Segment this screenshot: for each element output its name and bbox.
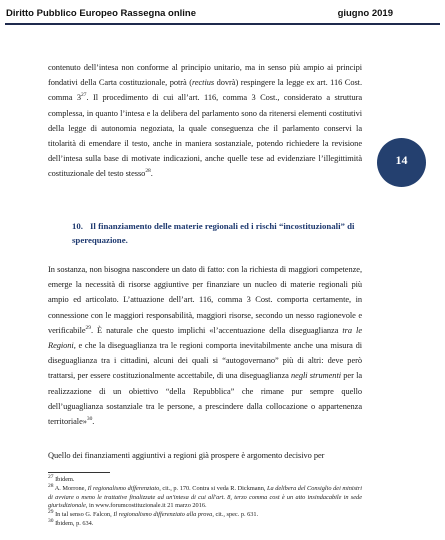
- footnote-number: 27: [48, 473, 54, 480]
- paragraph-2-text: per la realizzazione di un obiettivo “della Repubblica” che rimane pur sempre quello dell’uguaglianza sostanziale tra le persone, a prescindere dalla collocazione o appartenenza territoriale»: [48, 371, 363, 427]
- paragraph-1-text: . Il procedimento di cui all’art. 116, comma 3 Cost., considerato a struttura complessa, in quanto l’intesa e la delibera del parlamento sono da ritenersi elementi costitutivi della legge di autonomia negoziata, la quale conseguenza che il parlamento conservi la titolarità di emendare il testo, anche in maniera sostanziale, potendo richiedere la revisione dell’intesa sulla base di motivate indicazioni, anche quelle tese ad evidenziare l’illegittimità costituzionale del testo stesso: [48, 93, 362, 179]
- footnote-number: 29: [48, 509, 54, 516]
- footnote-separator: [48, 472, 110, 473]
- paragraph-3: [48, 448, 362, 463]
- paragraph-1-text: contenuto dell’intesa non conforme al principio unitario, ma in senso più ampio ai principi fondativi della Carta costituzionale, potrà (: [48, 63, 362, 88]
- paragraph-2-text: , e che la diseguaglianza tra le regioni comporta inevitabilmente anche una misura di diseguaglianza tra i cittadini, alcuni dei quali si “autogovernano” più di altri: deve però trattarsi, per essere costituzionalmente accettabile, di una diseguaglianza: [48, 341, 362, 381]
- footnote-number: 28: [48, 483, 54, 490]
- footnote-text: Ibidem, p. 634.: [55, 520, 94, 528]
- footnote-ref-29[interactable]: 29: [85, 325, 91, 332]
- footnote-ref-30[interactable]: 30: [86, 416, 93, 423]
- paragraph-2-text: .: [92, 417, 95, 427]
- footnote-text: , in www.forumcostituzionale.it 21 marzo 2016.: [85, 501, 207, 509]
- section-title: Il finanziamento delle materie regionali ed i rischi “incostituzionali” di sperequazione.: [72, 221, 355, 245]
- footnote-30: [48, 520, 362, 528]
- paragraph-2-italic: negli strumenti: [291, 371, 341, 381]
- page-number: 14: [395, 153, 408, 167]
- page-header: [0, 0, 445, 30]
- paragraph-2-text: . È naturale che questo implichi «l’accentuazione della diseguaglianza: [90, 325, 343, 335]
- footnote-text: , cit., spec. p. 631.: [212, 511, 259, 519]
- footnote-italic: Il regionalismo differenziato: [87, 485, 160, 493]
- paragraph-1-text: dovrà) respingere la legge ex art. 116 Cost. comma 3: [48, 78, 362, 103]
- footnote-italic: Il regionalismo differenziato alla prova: [113, 511, 213, 519]
- footnotes: [48, 473, 362, 530]
- footnote-29: [48, 511, 362, 519]
- footnote-ref-28[interactable]: 28: [145, 168, 151, 175]
- section-number: 10.: [72, 221, 83, 231]
- paragraph-2: [48, 262, 362, 429]
- footnote-italic: La delibera del Consiglio dei ministri di avviare o meno le trattative finalizzate ad un'intesa di cui all'art. 8, terzo comma cost è un atto insindacabile in sede giurisdizionale: [48, 485, 362, 509]
- page-number-badge: [377, 138, 426, 187]
- section-heading: [72, 219, 362, 247]
- journal-title: Diritto Pubblico Europeo Rassegna online: [6, 8, 197, 19]
- footnote-text: Ibidem.: [55, 476, 75, 483]
- paragraph-2-text: In sostanza, non bisogna nascondere un dato di fatto: con la richiesta di maggiori competenze, emerge la necessità di risorse aggiuntive per finanziare un nucleo di materie regionali più ampio ed articolato. L’attuazione dell’art. 116, comma 3 Cost. comporta certamente, in connessione con le maggiori responsabilità, maggiori risorse, secondo un nesso ragionevole e verificabile: [48, 265, 362, 335]
- paragraph-1-italic: rectius: [191, 78, 215, 88]
- footnote-text: In tal senso G. Falcon,: [55, 511, 114, 519]
- issue-date: giugno 2019: [337, 8, 393, 19]
- paragraph-1: [48, 60, 362, 182]
- paragraph-1-text: .: [150, 169, 153, 179]
- footnote-text: A. Morrone,: [54, 485, 88, 493]
- paragraph-3-text: Quello dei finanziamenti aggiuntivi a regioni già prospere è argomento decisivo per: [48, 451, 325, 460]
- footnote-28: [48, 485, 362, 510]
- footnote-ref-27[interactable]: 27: [81, 92, 87, 99]
- footnote-text: , cit., p. 170. Contra si veda R. Dickmann,: [159, 485, 267, 493]
- footnote-number: 30: [48, 518, 54, 525]
- header-rule: [5, 23, 440, 25]
- paragraph-2-italic: tra le Regioni: [48, 325, 362, 351]
- footnote-27: [48, 473, 362, 484]
